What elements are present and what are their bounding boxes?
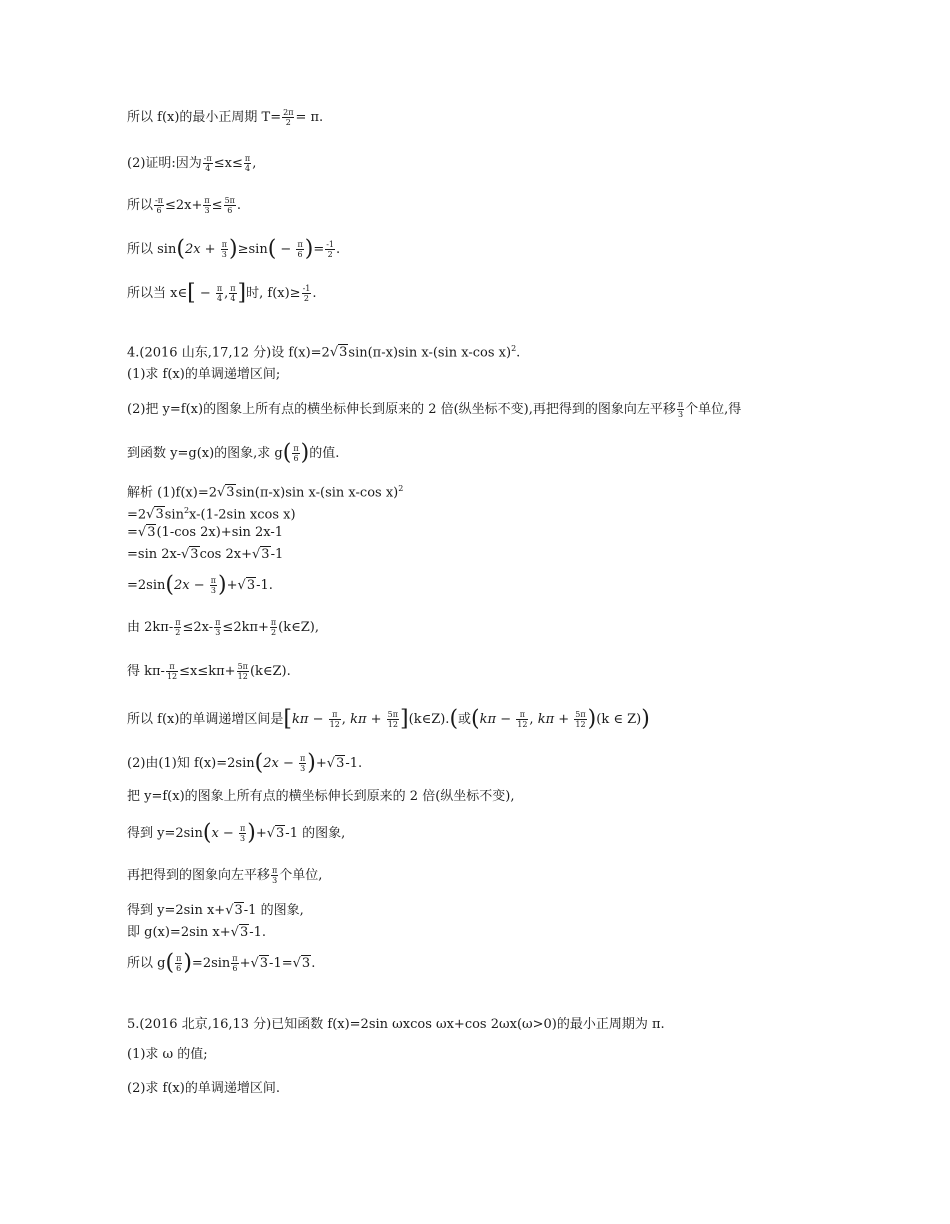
denominator: 12 xyxy=(329,720,340,729)
text: ≤2kπ+ xyxy=(222,620,269,635)
text: 由 2kπ- xyxy=(127,620,174,635)
denominator: 12 xyxy=(517,720,528,729)
sqrt: √3 xyxy=(266,826,285,841)
text: =2sin xyxy=(127,578,166,593)
denominator: 2 xyxy=(302,293,312,303)
left-paren: ( xyxy=(176,236,185,262)
numerator: π xyxy=(297,240,303,249)
denominator: 2 xyxy=(175,628,181,637)
radicand: 3 xyxy=(234,903,243,918)
numerator: 5π xyxy=(575,710,586,719)
text: 所以 f(x)的单调递增区间是 xyxy=(127,712,284,727)
fraction xyxy=(214,618,221,637)
problem-4-statement: 4.(2016 山东,17,12 分)设 f(x)=2√3sin(π-x)sin x-(sin x-cos x)$^2$. xyxy=(127,344,521,361)
text: (k∈Z). xyxy=(249,664,291,679)
fraction xyxy=(203,196,210,215)
right-paren: ) xyxy=(247,820,256,846)
numerator: π xyxy=(332,710,338,719)
right-paren: ) xyxy=(228,236,238,262)
period: . xyxy=(236,198,242,213)
text-line xyxy=(127,902,890,920)
numerator: -1 xyxy=(302,284,311,293)
variable: kπ xyxy=(350,712,367,727)
denominator: 3 xyxy=(204,206,210,215)
left-paren: ( xyxy=(165,950,175,976)
text: (2)把 y=f(x)的图象上所有点的横坐标伸长到原来的 2 倍(纵坐标不变),再把得到的图象向左平移 xyxy=(127,402,676,417)
sqrt: √3 xyxy=(230,925,249,940)
le-symbol: ≤ xyxy=(213,156,225,171)
text: 把 y=f(x)的图象上所有点的横坐标伸长到原来的 2 倍(纵坐标不变), xyxy=(127,789,515,804)
numerator: π xyxy=(270,618,277,627)
text: (2)由(1)知 f(x)=2sin xyxy=(127,756,255,771)
text-line: 所以 $\frac{-\pi}{6}$ ≤2x+ $\frac{\pi}{3}$ ≤ $\frac{5\pi}{6}$ . xyxy=(127,196,242,215)
text-line xyxy=(127,618,890,637)
fraction xyxy=(325,240,335,259)
fraction xyxy=(239,824,246,843)
text: 得到 y=2sin xyxy=(127,826,203,841)
sqrt: √3 xyxy=(292,956,311,971)
numerator: π xyxy=(293,444,299,453)
denominator: 3 xyxy=(221,250,227,259)
text: (1)求 f(x)的单调递增区间; xyxy=(127,367,281,382)
numerator: π xyxy=(230,284,236,293)
text: (k∈Z). xyxy=(408,712,450,727)
text: =2 xyxy=(127,507,147,523)
left-paren: ( xyxy=(267,236,277,262)
right-paren: ) xyxy=(641,706,650,732)
text: cos 2x+ xyxy=(199,547,252,562)
variable: 2x xyxy=(263,756,279,771)
text-line xyxy=(127,440,890,466)
sqrt: √3 xyxy=(251,547,270,562)
text: -1 的图象, xyxy=(243,903,304,918)
denominator: 3 xyxy=(215,628,221,637)
text-line xyxy=(127,788,890,806)
numerator: π xyxy=(519,710,525,719)
fraction xyxy=(574,710,586,729)
numerator: 2π xyxy=(283,108,294,117)
radicand: 3 xyxy=(259,956,269,971)
denominator: 3 xyxy=(210,586,216,595)
text: ≤x≤kπ+ xyxy=(179,664,236,679)
numerator: π xyxy=(239,824,246,833)
text: (2)证明:因为 xyxy=(127,156,202,171)
numerator: 5π xyxy=(224,196,235,205)
left-bracket: [ xyxy=(187,280,196,306)
text: 时, f(x)≥ xyxy=(246,286,301,301)
radicand: 3 xyxy=(226,485,235,501)
text: 得到 y=2sin x+ xyxy=(127,903,226,918)
text-line xyxy=(127,524,890,542)
denominator: 6 xyxy=(154,205,164,215)
radicand: 3 xyxy=(155,507,164,523)
text: sin(π-x)sin x-(sin x-cos x) xyxy=(235,485,399,501)
sqrt: √3 xyxy=(146,507,164,523)
text: -1 的图象, xyxy=(285,826,346,841)
le-symbol: ≤ xyxy=(232,156,243,171)
text: x-(1-2sin xcos x) xyxy=(189,507,296,523)
text: (k ∈ Z) xyxy=(596,712,642,727)
fraction xyxy=(216,284,223,303)
numerator: -π xyxy=(203,154,212,163)
variable: kπ xyxy=(537,712,555,727)
sqrt: √3 xyxy=(326,756,345,771)
fraction xyxy=(270,618,277,637)
numerator: π xyxy=(175,618,181,627)
numerator: π xyxy=(677,400,684,409)
numerator: π xyxy=(272,866,278,875)
denominator: 3 xyxy=(272,876,278,885)
left-paren: ( xyxy=(449,706,459,732)
fraction xyxy=(175,954,182,973)
comma: , xyxy=(252,156,257,171)
radicand: 3 xyxy=(246,578,256,593)
text: -1. xyxy=(256,578,273,593)
ge-symbol: ≥ xyxy=(237,242,249,257)
sqrt: √3 xyxy=(237,578,256,593)
text: 得 kπ- xyxy=(127,664,165,679)
denominator: 3 xyxy=(240,834,246,843)
text: ≤2x- xyxy=(182,620,214,635)
denominator: 3 xyxy=(677,410,684,419)
text: 5.(2016 北京,16,13 分)已知函数 f(x)=2sin ωxcos ωx+cos 2ωx(ω>0)的最小正周期为 π. xyxy=(127,1017,665,1032)
right-paren: ) xyxy=(587,706,597,732)
plus: + xyxy=(226,578,238,593)
text-line xyxy=(127,662,890,681)
le-symbol: ≤ xyxy=(164,198,176,213)
right-paren: ) xyxy=(183,950,192,976)
fraction xyxy=(387,710,399,729)
sqrt: √3 xyxy=(250,956,269,971)
fraction xyxy=(154,196,164,215)
sqrt: √3 xyxy=(217,485,235,501)
fraction xyxy=(677,400,684,419)
denominator: 2 xyxy=(282,117,294,127)
text: 即 g(x)=2sin x+ xyxy=(127,925,231,940)
denominator: 12 xyxy=(575,720,586,729)
fraction xyxy=(210,576,217,595)
text-line xyxy=(127,502,890,524)
text: =2sin xyxy=(191,956,231,971)
text: -1. xyxy=(345,756,363,771)
text: 解析 (1)f(x)=2 xyxy=(127,485,217,501)
radicand: 3 xyxy=(190,547,199,562)
left-paren: ( xyxy=(254,750,264,776)
text-line xyxy=(127,1046,890,1064)
numerator: π xyxy=(169,662,175,671)
text: (2)求 f(x)的单调递增区间. xyxy=(127,1081,280,1096)
denominator: 6 xyxy=(297,250,303,259)
fraction xyxy=(221,240,228,259)
text-line: (2)由(1)知 f(x)=2sin(2x − $\frac{\pi}{3}$ )+√3-1. xyxy=(127,750,363,776)
denominator: 4 xyxy=(245,164,251,173)
plus: + xyxy=(255,826,267,841)
fraction xyxy=(244,154,251,173)
text: (1)求 ω 的值; xyxy=(127,1047,208,1062)
text: -1 xyxy=(270,547,284,562)
denominator: 6 xyxy=(232,964,238,973)
text-line xyxy=(127,924,890,942)
denominator: 2 xyxy=(270,628,277,637)
right-bracket: ] xyxy=(237,280,247,306)
fraction xyxy=(174,618,181,637)
period: . xyxy=(311,956,316,971)
denominator: 4 xyxy=(216,294,223,303)
numerator: -π xyxy=(155,196,163,205)
fraction xyxy=(229,284,236,303)
exponent: 2 xyxy=(398,484,404,493)
radicand: 3 xyxy=(276,826,285,841)
numerator: -1 xyxy=(326,240,335,249)
text-line xyxy=(127,480,890,502)
right-bracket: ] xyxy=(400,706,409,732)
text: =sin 2x- xyxy=(127,547,181,562)
text: 的值. xyxy=(309,446,340,461)
radicand: 3 xyxy=(147,525,156,540)
left-paren: ( xyxy=(282,440,292,466)
right-paren: ) xyxy=(304,236,314,262)
fraction xyxy=(516,710,528,729)
text: 个单位,得 xyxy=(685,402,742,417)
text: 到函数 y=g(x)的图象,求 g xyxy=(127,446,283,461)
text: (k∈Z), xyxy=(278,620,319,635)
left-bracket: [ xyxy=(283,706,293,732)
denominator: 12 xyxy=(387,720,398,729)
denominator: 6 xyxy=(293,454,299,463)
numerator: π xyxy=(210,576,217,585)
numerator: π xyxy=(216,284,223,293)
numerator: 5π xyxy=(237,662,248,671)
text: sin(π-x)sin x-(sin x-cos x) xyxy=(348,345,512,361)
numerator: π xyxy=(215,618,221,627)
denominator: 4 xyxy=(203,163,213,173)
text: 所以 g xyxy=(127,956,166,971)
numerator: π xyxy=(244,154,251,163)
fraction xyxy=(203,154,213,173)
text: 个单位, xyxy=(279,868,323,883)
right-paren: ) xyxy=(218,572,227,598)
text: -1= xyxy=(269,956,293,971)
fraction xyxy=(292,444,299,463)
denominator: 12 xyxy=(237,672,248,681)
radicand: 3 xyxy=(339,345,348,361)
text: 再把得到的图象向左平移 xyxy=(127,868,271,883)
comma: , xyxy=(224,286,229,301)
fraction xyxy=(296,240,303,259)
plus: + xyxy=(239,956,251,971)
text: sin xyxy=(164,507,184,523)
text: = π. xyxy=(295,110,324,125)
text: 所以 f(x)的最小正周期 T= xyxy=(127,110,282,125)
variable: 2x xyxy=(173,578,190,593)
left-paren: ( xyxy=(202,820,212,846)
right-paren: ) xyxy=(300,440,310,466)
right-paren: ) xyxy=(307,750,316,776)
numerator: π xyxy=(300,754,306,763)
exponent: 2 xyxy=(183,506,190,515)
text: = xyxy=(127,525,138,540)
problem-5-statement xyxy=(127,1016,890,1034)
text-line xyxy=(127,1080,890,1098)
numerator: π xyxy=(221,240,227,249)
radicand: 3 xyxy=(301,956,311,971)
left-paren: ( xyxy=(471,706,480,732)
denominator: 3 xyxy=(300,764,306,773)
text-line: 得到 y=2sin(x − $\frac{\pi}{3}$ )+√3-1 的图象, xyxy=(127,820,346,846)
text-line xyxy=(127,950,890,976)
text-line: 所以 sin(2x + $\frac{\pi}{3}$ )≥sin( − $\frac{\pi}{6}$ )= $\frac{-1}{2}$ . xyxy=(127,236,341,262)
fraction xyxy=(237,662,249,681)
comma: , xyxy=(341,712,346,727)
text-line xyxy=(127,366,890,384)
text-line: 所以 f(x)的单调递增区间是[kπ − $\frac{\pi}{12}$ , kπ + $\frac{5\pi}{12}$ ](k∈Z).(或(kπ − $\frac{\pi}{12}$ , kπ + $\frac{5\pi}{12}$ )(k ∈ Z)) xyxy=(127,706,650,732)
period: . xyxy=(312,286,317,301)
sqrt: √3 xyxy=(225,903,243,918)
variable: kπ xyxy=(479,712,497,727)
text: (1-cos 2x)+sin 2x-1 xyxy=(156,525,284,540)
fraction xyxy=(282,108,294,127)
numerator: π xyxy=(204,196,210,205)
text: 所以 sin xyxy=(127,242,177,257)
sqrt: √3 xyxy=(329,345,348,361)
period: . xyxy=(336,242,341,257)
numerator: 5π xyxy=(387,710,399,719)
text-line xyxy=(127,546,890,564)
fraction xyxy=(302,284,312,303)
denominator: 2 xyxy=(325,249,335,259)
text-line xyxy=(127,400,890,419)
sqrt: √3 xyxy=(137,525,156,540)
text-line xyxy=(127,108,890,127)
text: 所以 xyxy=(127,198,154,213)
variable: 2x xyxy=(184,242,201,257)
fraction xyxy=(329,710,341,729)
numerator: π xyxy=(176,954,182,963)
radicand: 3 xyxy=(261,547,270,562)
text: 所以当 x∈ xyxy=(127,286,188,301)
fraction xyxy=(299,754,306,773)
fraction xyxy=(166,662,178,681)
fraction xyxy=(231,954,238,973)
sqrt: √3 xyxy=(181,547,199,562)
radicand: 3 xyxy=(239,925,249,940)
text-line: (2)证明:因为 $\frac{-\pi}{4}$ ≤x≤ $\frac{\pi}{4}$ , xyxy=(127,154,257,173)
variable: kπ xyxy=(292,712,309,727)
numerator: π xyxy=(232,954,238,963)
denominator: 6 xyxy=(224,205,236,215)
text-line: =2sin(2x − $\frac{\pi}{3}$ )+√3-1. xyxy=(127,572,273,598)
fraction xyxy=(271,866,278,885)
text: 4.(2016 山东,17,12 分)设 f(x)=2 xyxy=(127,345,330,361)
denominator: 6 xyxy=(176,964,182,973)
text-line: 所以当 x∈[ − $\frac{\pi}{4}$ , $\frac{\pi}{4}$ ]时, f(x)≥ $\frac{-1}{2}$ . xyxy=(127,280,317,306)
text: 或 xyxy=(458,712,472,727)
text: -1. xyxy=(249,925,267,940)
plus: + xyxy=(315,756,327,771)
denominator: 4 xyxy=(230,294,236,303)
comma: , xyxy=(529,712,534,727)
radicand: 3 xyxy=(336,756,345,771)
denominator: 12 xyxy=(166,672,178,681)
fraction xyxy=(224,196,236,215)
text-line xyxy=(127,866,890,885)
left-paren: ( xyxy=(165,572,174,598)
variable: x xyxy=(211,826,219,841)
exponent: 2 xyxy=(511,344,517,353)
le-symbol: ≤ xyxy=(211,198,223,213)
